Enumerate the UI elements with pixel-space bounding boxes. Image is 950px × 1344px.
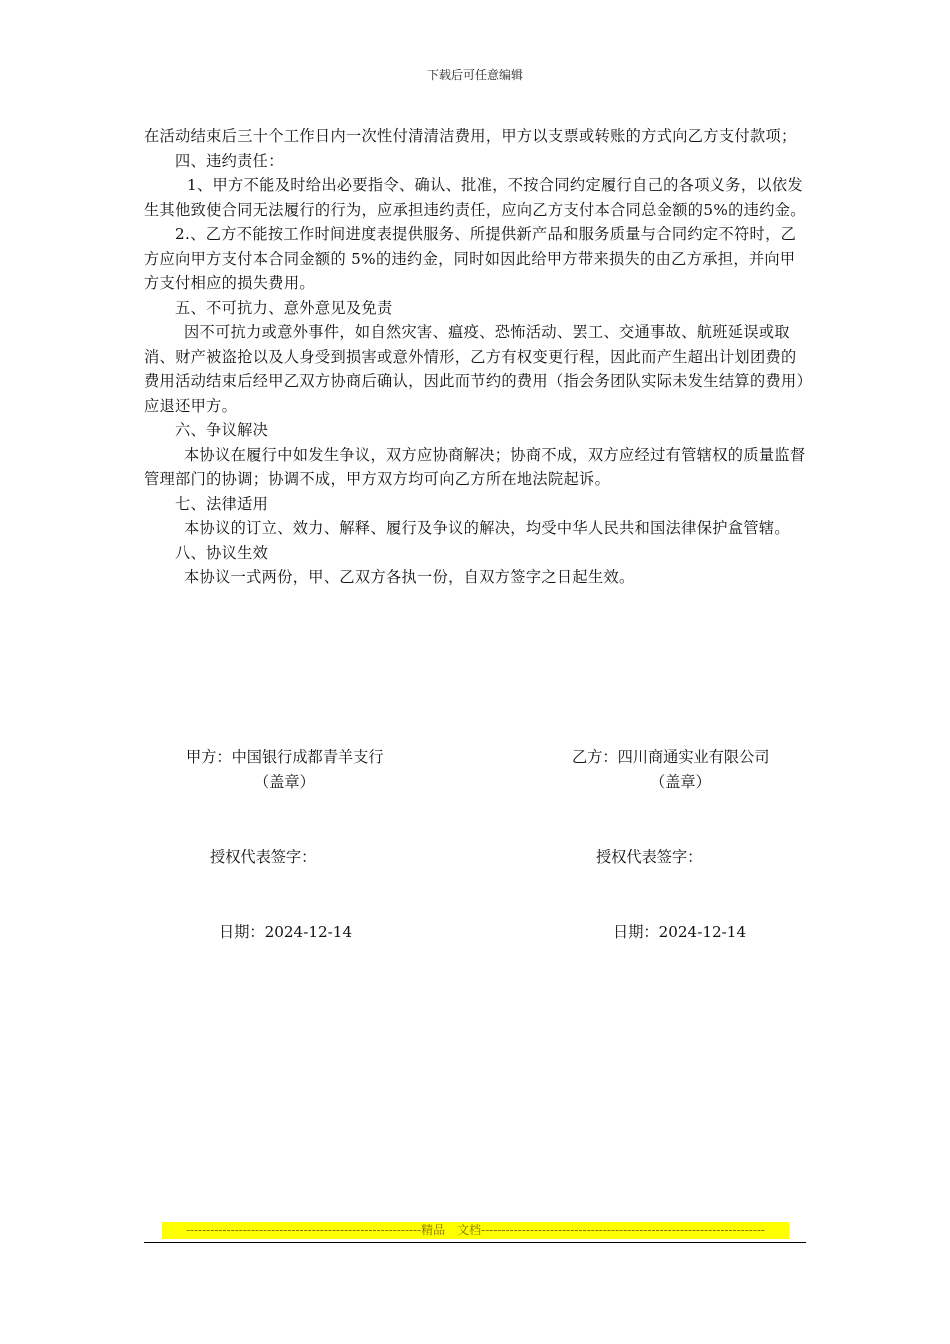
paragraph-breach-party-a: 1、甲方不能及时给出必要指令、确认、批准，不按合同约定履行自己的各项义务，以依发生其他致使合同无法履行的行为，应承担违约责任，应向乙方支付本合同总金额的5%的违约金。 — [144, 176, 806, 219]
section-heading-effectiveness: 八、协议生效 — [175, 543, 269, 562]
paragraph-breach-party-b: 2.、乙方不能按工作时间进度表提供服务、所提供新产品和服务质量与合同约定不符时，乙方应向甲方支付本合同金额的 5%的违约金，同时如因此给甲方带来损失的由乙方承担，并向甲方支付相应的损失费用。 — [144, 225, 797, 292]
party-b-signature-label: 授权代表签字： — [596, 848, 703, 866]
paragraph-governing-law: 本协议的订立、效力、解释、履行及争议的解决，均受中华人民共和国法律保护盒管辖。 — [184, 519, 790, 537]
party-a-date: 日期：2024-12-14 — [219, 923, 353, 941]
party-a-seal: （盖章） — [254, 773, 315, 791]
section-heading-governing-law: 七、法律适用 — [175, 494, 269, 513]
party-b-date: 日期：2024-12-14 — [613, 923, 747, 941]
footer-divider — [144, 1242, 806, 1243]
paragraph-effectiveness: 本协议一式两份，甲、乙双方各执一份，自双方签字之日起生效。 — [184, 568, 635, 586]
paragraph-payment-terms: 在活动结束后三十个工作日内一次性付清清洁费用，甲方以支票或转账的方式向乙方支付款项； — [144, 127, 797, 145]
party-a-name: 甲方：中国银行成都青羊支行 — [186, 748, 384, 766]
page-header: 下载后可任意编辑 — [426, 68, 523, 82]
footer-banner: ----------------------------------------------------------精品 文档---------------------------------------------------------------------- — [162, 1222, 789, 1239]
section-heading-dispute: 六、争议解决 — [175, 421, 269, 439]
contract-body — [144, 124, 808, 590]
party-b-seal: （盖章） — [650, 773, 711, 791]
paragraph-dispute: 本协议在履行中如发生争议，双方应协商解决；协商不成，双方应经过有管辖权的质量监督管理部门的协调；协调不成，甲方双方均可向乙方所在地法院起诉。 — [144, 445, 806, 488]
paragraph-force-majeure: 因不可抗力或意外事件，如自然灾害、瘟疫、恐怖活动、罢工、交通事故、航班延误或取消、财产被盗抢以及人身受到损害或意外情形，乙方有权变更行程，因此而产生超出计划团费的费用活动结束后经甲乙双方协商后确认，因此而节约的费用（指会务团队实际未发生结算的费用）应退还甲方。 — [144, 323, 805, 415]
section-heading-force-majeure: 五、不可抗力、意外意见及免责 — [175, 298, 393, 317]
party-a-signature-label: 授权代表签字： — [210, 848, 317, 866]
party-b-name: 乙方：四川商通实业有限公司 — [572, 748, 770, 766]
section-heading-breach: 四、违约责任： — [175, 151, 284, 170]
